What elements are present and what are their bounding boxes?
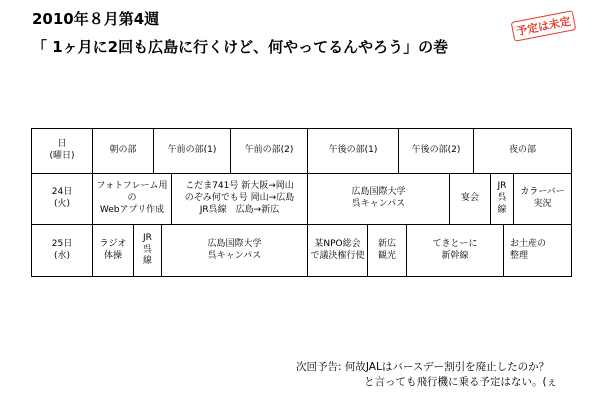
day25-radio-exercise: ラジオ 体操	[92, 224, 134, 277]
day25-shinkansen: てきとーに 新幹線	[406, 224, 504, 277]
header-morning: 朝の部	[92, 128, 154, 174]
page-title-subtitle: 「 1ヶ月に2回も広島に行くけど、何やってるんやろう」の巻	[32, 38, 449, 56]
header-pm1: 午後の部(1)	[307, 128, 399, 174]
day25-souvenirs: お土産の 整理	[503, 224, 572, 277]
footer-line-2: と言っても飛行機に乗る予定はない。(ぇ	[364, 375, 558, 388]
day24-university: 広島国際大学 呉キャンパス	[307, 173, 450, 225]
header-day: 日 (曜日)	[31, 128, 93, 174]
day24-party: 宴会	[449, 173, 491, 225]
day25-date: 25日 (水)	[31, 224, 93, 277]
header-am2: 午前の部(2)	[230, 128, 308, 174]
day24-date: 24日 (火)	[31, 173, 93, 225]
day24-webapp: フォトフレーム用の Webアプリ作成	[92, 173, 172, 225]
tentative-stamp: 予定は未定	[511, 10, 577, 42]
footer-line-1: 次回予告: 何故JALはバースデー割引を廃止したのか？	[296, 361, 550, 373]
day25-university: 広島国際大学 呉キャンパス	[161, 224, 308, 277]
header-pm2: 午後の部(2)	[398, 128, 474, 174]
next-episode-preview	[296, 360, 557, 389]
header-am1: 午前の部(1)	[153, 128, 231, 174]
day24-jr-kure-line: JR 呉 線	[490, 173, 514, 225]
day25-jr-kure-line: JR 呉 線	[133, 224, 162, 277]
day24-color-bar: カラーバー 実況	[513, 173, 572, 225]
day25-sightseeing: 新広 観光	[367, 224, 407, 277]
header-night: 夜の部	[473, 128, 572, 174]
schedule-table	[31, 128, 572, 277]
page-title-date: 2010年８月第4週	[32, 10, 160, 28]
day25-npo-meeting: 某NPO総会 で議決権行使	[307, 224, 368, 277]
day24-travel: こだま741号 新大阪→岡山 のぞみ何でも号 岡山→広島 JR呉線 広島→新広	[171, 173, 308, 225]
